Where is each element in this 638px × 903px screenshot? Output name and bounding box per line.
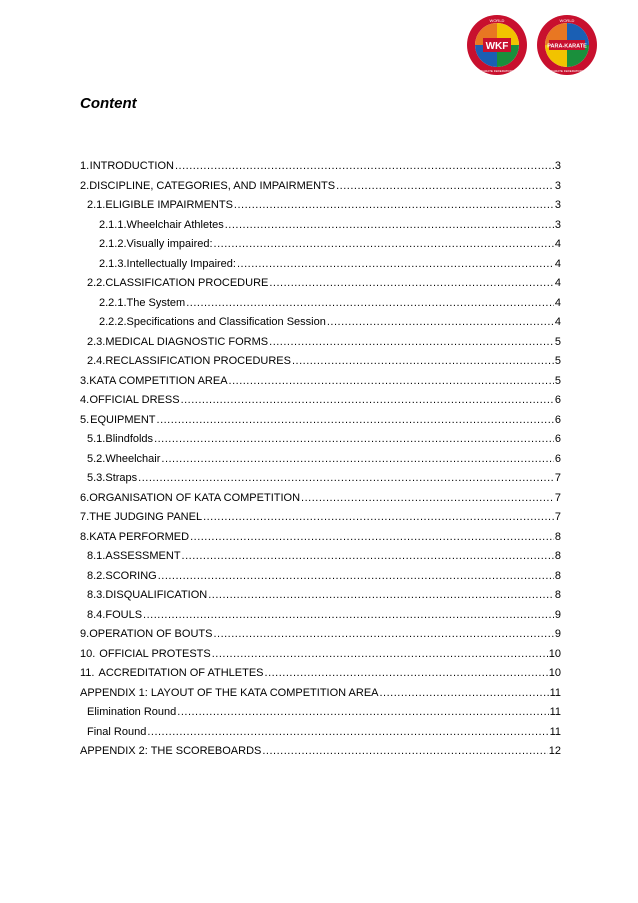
toc-entry-number: 5. [80,413,90,426]
toc-entry-label: DISQUALIFICATION [105,589,208,601]
toc-entry[interactable] [80,336,561,356]
toc-entry-page: 4 [554,316,561,328]
wkf-logo-top-text: WORLD [489,18,505,23]
toc-entry[interactable] [80,648,561,668]
toc-entry-page: 8 [554,569,561,582]
toc-entry-label: Visually impaired: [126,238,213,250]
toc-entry[interactable] [80,609,561,629]
toc-entry[interactable] [80,238,561,258]
toc-entry[interactable] [80,219,561,239]
toc-entry-label: OFFICIAL PROTESTS [99,647,211,660]
toc-entry-number: 6. [80,491,90,504]
toc-entry-number: 8. [80,530,90,543]
toc-entry-label: KATA COMPETITION AREA [89,374,228,387]
toc-entry-number: 10. [80,647,96,660]
toc-entry-number: 2.1.1. [99,218,127,231]
toc-entry-label: APPENDIX 1: LAYOUT OF THE KATA COMPETITION AREA [80,686,379,699]
toc-entry-page: 3 [554,160,561,172]
toc-entry-page: 11 [549,706,561,718]
toc-entry-page: 7 [554,472,561,484]
toc-entry-page: 8 [554,530,561,543]
toc-entry[interactable] [80,394,561,414]
toc-entry-number: 7. [80,511,90,523]
para-karate-logo-text: PARA-KARATE [547,43,587,50]
toc-entry[interactable] [80,258,561,278]
toc-entry-label: Elimination Round [87,706,177,718]
toc-entry-label: OFFICIAL DRESS [89,394,180,406]
toc-entry-number: 2.2.1. [99,296,127,309]
toc-entry-label: ELIGIBLE IMPAIRMENTS [105,199,233,211]
toc-entry-label: OPERATION OF BOUTS [89,628,213,640]
toc-entry-page: 12 [548,745,561,757]
toc-dot-leader [225,219,554,231]
toc-entry-label: Straps [105,472,138,484]
toc-entry-label: THE JUDGING PANEL [89,511,203,523]
para-karate-logo-top-text: WORLD [559,18,575,23]
toc-entry-page: 10 [548,647,561,660]
toc-entry[interactable] [80,511,561,531]
toc-entry-page: 3 [554,218,561,231]
toc-entry-number: 2.3. [87,335,106,348]
toc-entry-label: DISCIPLINE, CATEGORIES, AND IMPAIRMENTS [89,179,336,192]
toc-entry-page: 4 [554,296,561,309]
toc-entry[interactable] [80,355,561,375]
toc-entry-page: 6 [554,413,561,426]
toc-entry[interactable] [80,667,561,687]
toc-entry-label: SCORING [105,569,157,582]
toc-entry-number: 5.2. [87,452,106,465]
toc-dot-leader [327,316,554,328]
toc-dot-leader [182,550,554,562]
toc-entry-page: 3 [554,199,561,211]
toc-dot-leader [234,199,554,211]
toc-dot-leader [154,433,554,445]
toc-entry[interactable] [80,433,561,453]
toc-entry[interactable] [80,277,561,297]
toc-entry-page: 5 [554,374,561,387]
table-of-contents [80,160,561,765]
toc-entry-label: Intellectually Impaired: [126,257,236,270]
toc-dot-leader [177,706,548,718]
toc-entry-number: 2.2. [87,277,106,289]
toc-entry-page: 4 [554,277,561,289]
toc-entry[interactable] [80,180,561,200]
toc-entry-number: 8.3. [87,589,106,601]
toc-entry[interactable] [80,472,561,492]
toc-entry-label: Specifications and Classification Session [126,316,326,328]
toc-dot-leader [161,453,553,465]
toc-entry-label: APPENDIX 2: THE SCOREBOARDS [80,745,262,757]
toc-entry-label: Wheelchair Athletes [126,218,224,231]
toc-entry[interactable] [80,414,561,434]
toc-dot-leader [292,355,554,367]
toc-entry[interactable] [80,589,561,609]
toc-dot-leader [157,414,554,426]
toc-dot-leader [229,375,554,387]
toc-entry[interactable] [80,375,561,395]
toc-entry-number: 2.4. [87,355,106,367]
toc-dot-leader [214,238,554,250]
toc-entry-page: 8 [554,550,561,562]
toc-entry-label: FOULS [105,608,143,621]
toc-entry[interactable] [80,297,561,317]
toc-entry-label: The System [126,296,186,309]
toc-entry[interactable] [80,492,561,512]
toc-entry[interactable] [80,570,561,590]
toc-entry-label: INTRODUCTION [89,160,174,172]
toc-entry[interactable] [80,316,561,336]
wkf-logo-text: WKF [485,41,509,52]
toc-dot-leader [265,667,548,679]
toc-entry[interactable] [80,199,561,219]
toc-entry[interactable] [80,453,561,473]
toc-dot-leader [181,394,554,406]
toc-entry-number: 2. [80,179,90,192]
toc-dot-leader [158,570,554,582]
toc-entry-page: 7 [554,511,561,523]
toc-dot-leader [213,628,553,640]
toc-entry[interactable] [80,628,561,648]
toc-entry-number: 8.4. [87,608,106,621]
toc-dot-leader [336,180,554,192]
toc-entry-label: RECLASSIFICATION PROCEDURES [105,355,291,367]
toc-entry-page: 6 [554,452,561,465]
toc-entry-number: 1. [80,160,90,172]
toc-entry-label: ORGANISATION OF KATA COMPETITION [89,491,301,504]
toc-entry-number: 2.1.2. [99,238,127,250]
toc-entry-page: 6 [554,394,561,406]
toc-entry-label: EQUIPMENT [90,413,156,426]
toc-entry-number: 11. [80,667,95,679]
toc-dot-leader [380,687,549,699]
toc-entry-page: 11 [549,725,561,738]
toc-entry-label: Wheelchair [105,452,161,465]
toc-entry-label: CLASSIFICATION PROCEDURE [105,277,269,289]
toc-dot-leader [269,277,554,289]
toc-entry-label: KATA PERFORMED [89,530,190,543]
toc-entry[interactable] [80,550,561,570]
toc-entry-page: 10 [548,667,561,679]
toc-entry-number: 9. [80,628,90,640]
toc-entry-page: 9 [554,608,561,621]
toc-entry-label: Blindfolds [105,433,154,445]
toc-entry-label: Final Round [87,725,147,738]
header-logos [466,14,598,76]
toc-entry-number: 2.2.2. [99,316,127,328]
para-karate-logo [536,14,598,76]
toc-entry-number: 2.1.3. [99,257,127,270]
toc-dot-leader [208,589,554,601]
toc-dot-leader [237,258,554,270]
toc-dot-leader [175,160,554,172]
para-karate-logo-bottom-text: KARATE FEDERATION [551,69,583,73]
toc-dot-leader [301,492,554,504]
toc-entry-number: 8.1. [87,550,106,562]
toc-entry-page: 9 [554,628,561,640]
toc-dot-leader [203,511,554,523]
toc-entry[interactable] [80,745,561,765]
toc-entry-number: 3. [80,374,90,387]
toc-dot-leader [138,472,554,484]
toc-entry[interactable] [80,160,561,180]
page-title: Content [80,95,137,112]
toc-entry-page: 3 [554,179,561,192]
toc-entry[interactable] [80,531,561,551]
wkf-logo-bottom-text: KARATE FEDERATION [481,69,513,73]
toc-entry-page: 5 [554,335,561,348]
toc-dot-leader [186,297,554,309]
toc-dot-leader [269,336,554,348]
toc-dot-leader [147,726,548,738]
toc-entry[interactable] [80,706,561,726]
toc-entry-page: 8 [554,589,561,601]
toc-entry-number: 2.1. [87,199,106,211]
toc-dot-leader [262,745,547,757]
toc-entry-page: 5 [554,355,561,367]
wkf-logo [466,14,528,76]
toc-entry-number: 5.3. [87,472,106,484]
toc-entry-number: 4. [80,394,90,406]
toc-entry-number: 8.2. [87,569,106,582]
toc-entry-label: ACCREDITATION OF ATHLETES [98,667,264,679]
toc-entry[interactable] [80,687,561,707]
toc-entry-page: 4 [554,238,561,250]
toc-entry-page: 11 [549,686,561,699]
toc-entry[interactable] [80,726,561,746]
toc-entry-number: 5.1. [87,433,106,445]
toc-entry-page: 6 [554,433,561,445]
toc-entry-label: MEDICAL DIAGNOSTIC FORMS [105,335,269,348]
toc-dot-leader [143,609,554,621]
toc-entry-label: ASSESSMENT [105,550,181,562]
toc-dot-leader [190,531,554,543]
toc-dot-leader [212,648,548,660]
toc-entry-page: 4 [554,257,561,270]
toc-entry-page: 7 [554,491,561,504]
